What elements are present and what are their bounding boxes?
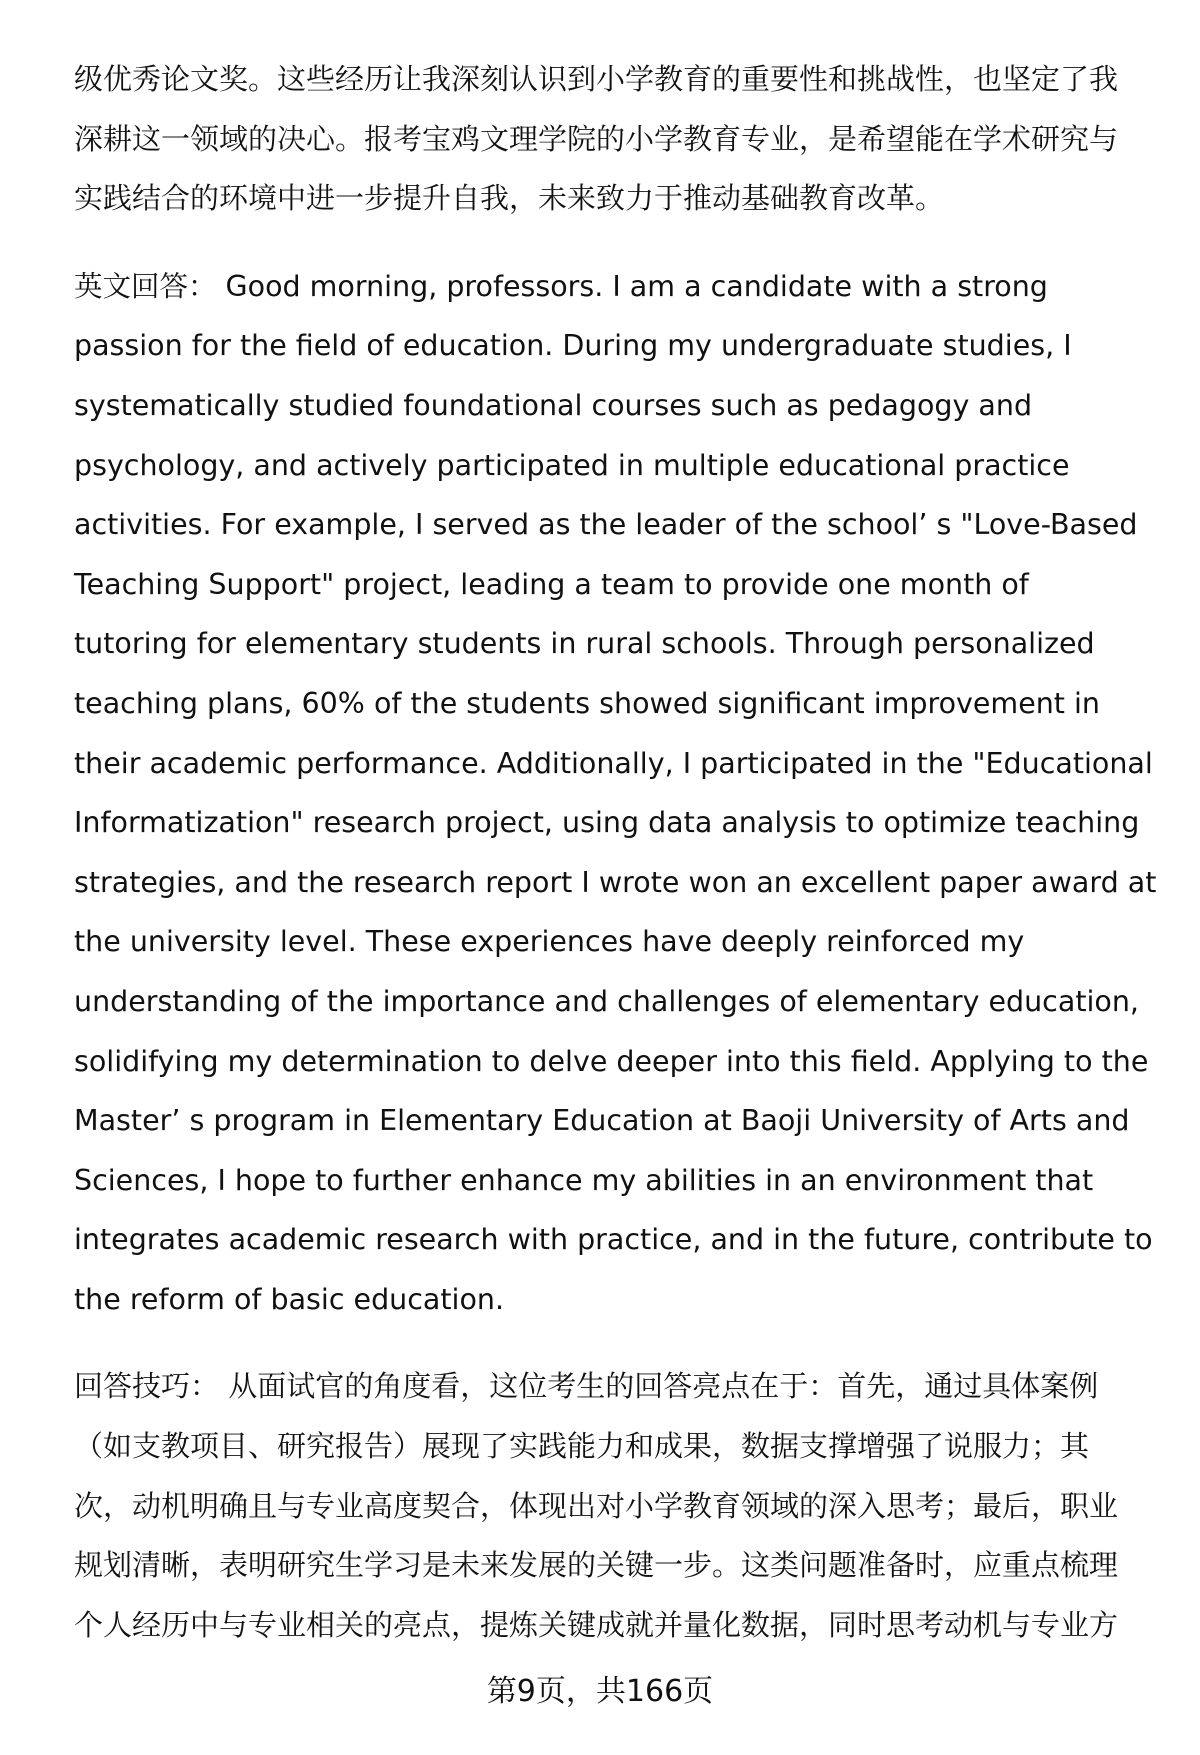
text-line: 回答技巧： 从面试官的角度看，这位考生的回答亮点在于：首先，通过具体案例 [74,1369,1099,1404]
text-line: integrates academic research with practice, and in the future, contribute to [74,1223,1153,1257]
text-line: Teaching Support" project, leading a team to provide one month of [74,567,1029,601]
text-line: 次，动机明确且与专业高度契合，体现出对小学教育领域的深入思考；最后，职业 [74,1488,1119,1523]
text-line: their academic performance. Additionally, I participated in the "Educational [74,746,1153,780]
text-line: Informatization" research project, using data analysis to optimize teaching [74,806,1140,840]
text-line: （如支教项目、研究报告）展现了实践能力和成果，数据支撑增强了说服力；其 [74,1429,1090,1464]
text-line: 英文回答： Good morning, professors. I am a candidate with a strong [74,269,1048,303]
text-line: 实践结合的环境中进一步提升自我，未来致力于推动基础教育改革。 [74,181,945,216]
text-line: understanding of the importance and challenges of elementary education, [74,984,1139,1018]
text-line: Master’ s program in Elementary Education at Baoji University of Arts and [74,1104,1130,1138]
text-line: the reform of basic education. [74,1282,505,1316]
text-line: solidifying my determination to delve deeper into this field. Applying to the [74,1044,1149,1078]
text-line: the university level. These experiences have deeply reinforced my [74,925,1025,959]
english-answer-paragraph [74,257,1157,1330]
text-line: 个人经历中与专业相关的亮点，提炼关键成就并量化数据，同时思考动机与专业方 [74,1607,1119,1642]
text-line: psychology, and actively participated in multiple educational practice [74,448,1070,482]
text-line: passion for the field of education. During my undergraduate studies, I [74,329,1072,363]
text-line: systematically studied foundational courses such as pedagogy and [74,388,1033,422]
text-line: strategies, and the research report I wrote won an excellent paper award at [74,865,1157,899]
text-line: 深耕这一领域的决心。报考宝鸡文理学院的小学教育专业，是希望能在学术研究与 [74,121,1119,156]
chinese-answer-paragraph [74,50,1154,229]
text-line: 规划清晰，表明研究生学习是未来发展的关键一步。这类问题准备时，应重点梳理 [74,1548,1119,1583]
answer-tips-paragraph [74,1357,1154,1655]
text-line: 级优秀论文奖。这些经历让我深刻认识到小学教育的重要性和挑战性，也坚定了我 [74,62,1119,96]
document-page [74,50,1157,1683]
text-line: activities. For example, I served as the leader of the school’ s "Love-Based [74,508,1138,542]
text-line: tutoring for elementary students in rural schools. Through personalized [74,627,1095,661]
text-line: teaching plans, 60% of the students showed significant improvement in [74,686,1100,720]
text-line: Sciences, I hope to further enhance my abilities in an environment that [74,1163,1094,1197]
page-number: 第9页，共166页 [486,1674,714,1709]
